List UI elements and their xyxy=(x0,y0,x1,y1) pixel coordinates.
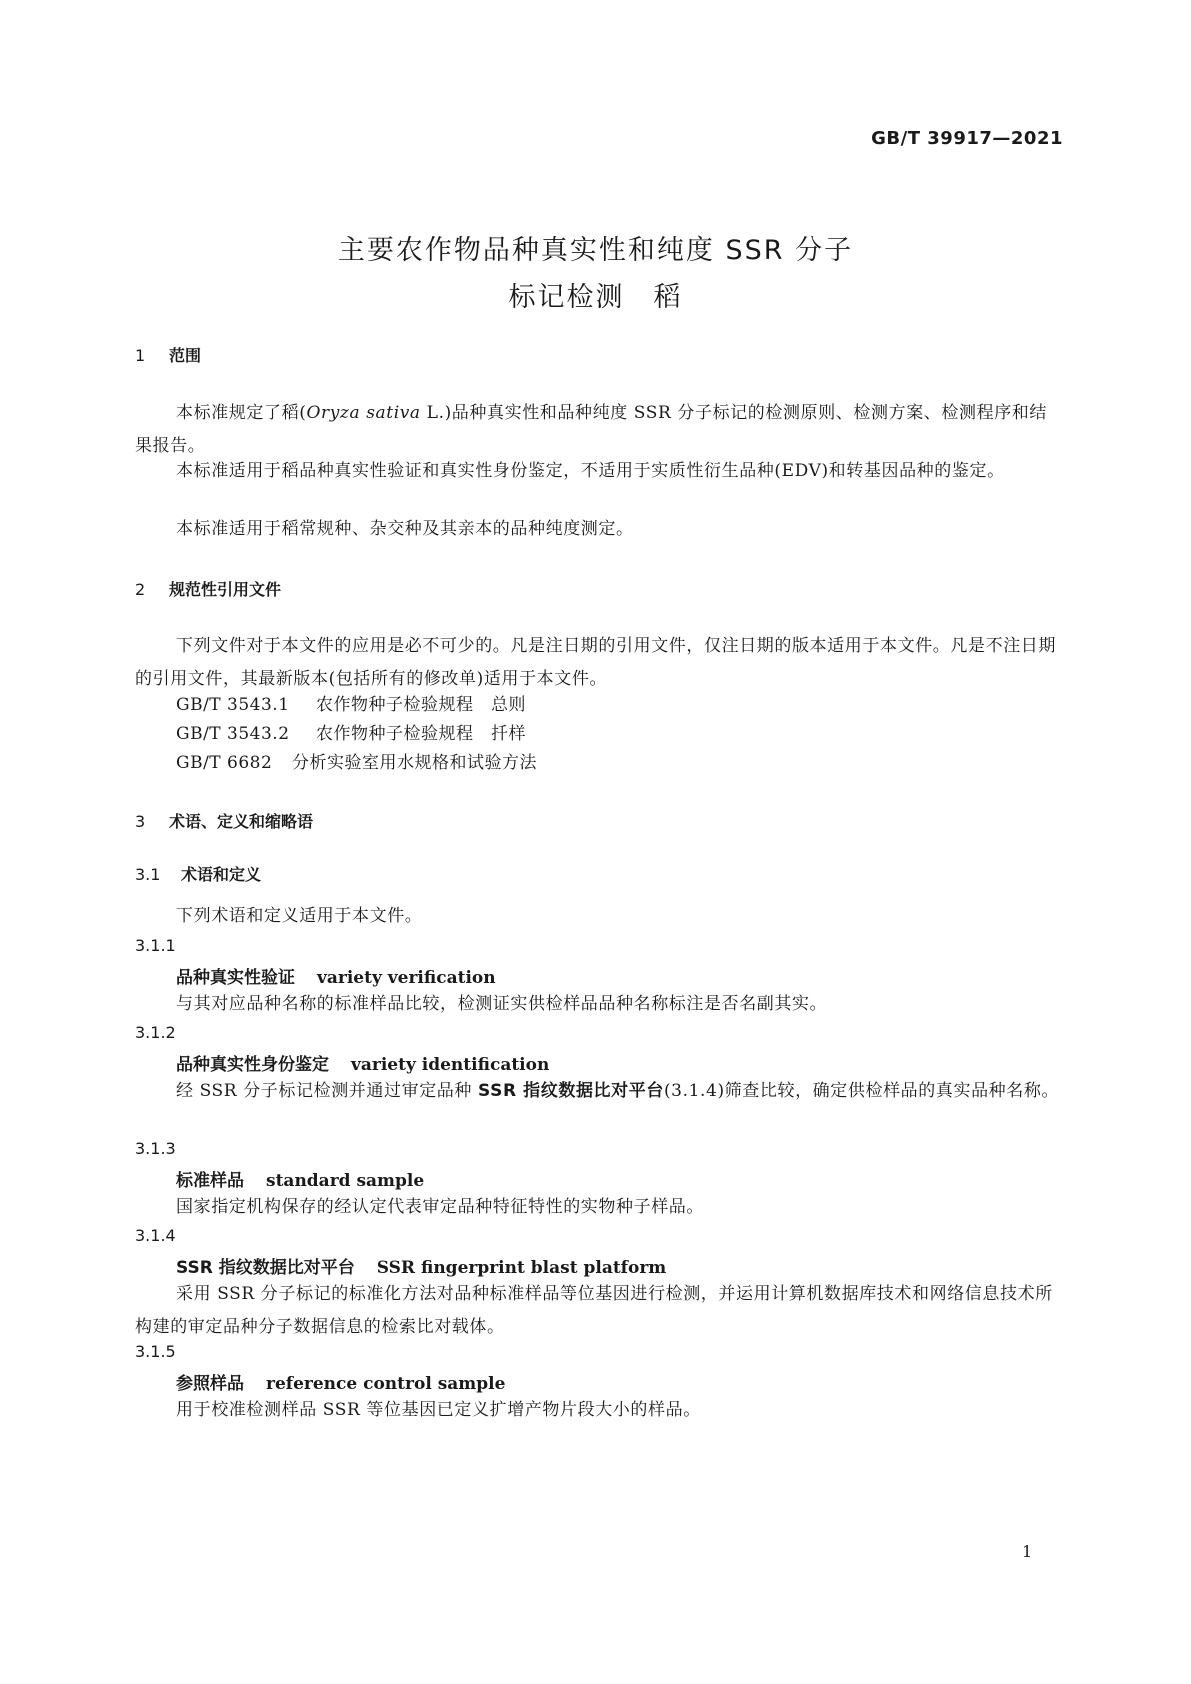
text: (3.1.4)筛查比较，确定供检样品的真实品种名称。 xyxy=(663,1081,1060,1101)
term-entry xyxy=(176,963,496,988)
section-number: 2 xyxy=(135,580,146,599)
term-chinese: SSR 指纹数据比对平台 xyxy=(176,1258,355,1278)
term-english: reference control sample xyxy=(266,1374,506,1394)
term-entry xyxy=(176,1253,666,1278)
term-number: 3.1.4 xyxy=(135,1226,176,1245)
term-definition: 采用 SSR 分子标记的标准化方法对品种标准样品等位基因进行检测，并运用计算机数据库技术和网络信息技术所构建的审定品种分子数据信息的检索比对载体。 xyxy=(135,1284,1053,1337)
latin-name: Oryza sativa xyxy=(306,403,421,423)
term-definition xyxy=(135,1075,1060,1108)
reference-title: 分析实验室用水规格和试验方法 xyxy=(292,753,537,773)
standard-number: GB/T 39917—2021 xyxy=(871,128,1063,149)
reference-code: GB/T 3543.2 xyxy=(176,724,290,744)
normative-reference xyxy=(176,690,526,715)
term-number: 3.1.1 xyxy=(135,936,176,955)
subsection-3-1-heading xyxy=(135,862,261,885)
term-chinese: 参照样品 xyxy=(176,1374,244,1394)
reference-title: 农作物种子检验规程 总则 xyxy=(316,695,526,715)
term-english: variety identification xyxy=(351,1055,550,1075)
section-2-paragraph-1: 下列文件对于本文件的应用是必不可少的。凡是注日期的引用文件，仅注日期的版本适用于本文件。凡是不注日期的引用文件，其最新版本(包括所有的修改单)适用于本文件。 xyxy=(135,636,1056,689)
section-1-paragraph-3: 本标准适用于稻常规种、杂交种及其亲本的品种纯度测定。 xyxy=(176,519,634,539)
section-1-paragraph-2: 本标准适用于稻品种真实性验证和真实性身份鉴定，不适用于实质性衍生品种(EDV)和转基因品种的鉴定。 xyxy=(176,461,1005,481)
term-definition: 用于校准检测样品 SSR 等位基因已定义扩增产物片段大小的样品。 xyxy=(176,1400,701,1420)
normative-reference xyxy=(176,719,526,744)
document-title-line2: 标记检测 稻 xyxy=(508,282,683,313)
section-number: 1 xyxy=(135,346,146,365)
term-chinese: 品种真实性身份鉴定 xyxy=(176,1055,329,1075)
text: L.)品种真实性和品种纯度 SSR 分子标记的检测原则、检测方案、检测程序和结果报告。 xyxy=(135,403,1047,456)
section-number: 3 xyxy=(135,812,146,831)
section-title: 规范性引用文件 xyxy=(169,580,282,599)
subsection-title: 术语和定义 xyxy=(181,865,262,884)
section-3-intro: 下列术语和定义适用于本文件。 xyxy=(176,906,423,926)
term-number: 3.1.5 xyxy=(135,1342,176,1361)
normative-reference xyxy=(176,748,537,773)
term-number: 3.1.3 xyxy=(135,1139,176,1158)
reference-code: GB/T 3543.1 xyxy=(176,695,290,715)
term-english: SSR fingerprint blast platform xyxy=(376,1258,667,1278)
term-entry xyxy=(176,1369,505,1394)
section-title: 范围 xyxy=(169,346,202,365)
term-reference: SSR 指纹数据比对平台 xyxy=(478,1081,664,1101)
term-entry xyxy=(176,1166,424,1191)
section-3-heading xyxy=(135,809,313,832)
reference-code: GB/T 6682 xyxy=(176,753,273,773)
section-title: 术语、定义和缩略语 xyxy=(169,812,314,831)
section-1-heading xyxy=(135,343,201,366)
document-title-line1: 主要农作物品种真实性和纯度 SSR 分子 xyxy=(337,235,854,266)
term-entry xyxy=(176,1050,549,1075)
reference-title: 农作物种子检验规程 扦样 xyxy=(316,724,526,744)
term-chinese: 标准样品 xyxy=(176,1171,244,1191)
term-english: variety verification xyxy=(317,968,496,988)
section-2-heading xyxy=(135,577,281,600)
subsection-number: 3.1 xyxy=(135,865,161,884)
term-chinese: 品种真实性验证 xyxy=(176,968,295,988)
term-definition: 国家指定机构保存的经认定代表审定品种特征特性的实物种子样品。 xyxy=(176,1197,704,1217)
text: 经 SSR 分子标记检测并通过审定品种 xyxy=(176,1081,479,1101)
section-1-paragraph-1 xyxy=(135,397,1060,463)
term-definition: 与其对应品种名称的标准样品比较，检测证实供检样品品种名称标注是否名副其实。 xyxy=(176,994,828,1014)
term-english: standard sample xyxy=(266,1171,425,1191)
page-number: 1 xyxy=(1022,1542,1033,1561)
term-number: 3.1.2 xyxy=(135,1023,176,1042)
text: 本标准规定了稻( xyxy=(176,403,307,423)
